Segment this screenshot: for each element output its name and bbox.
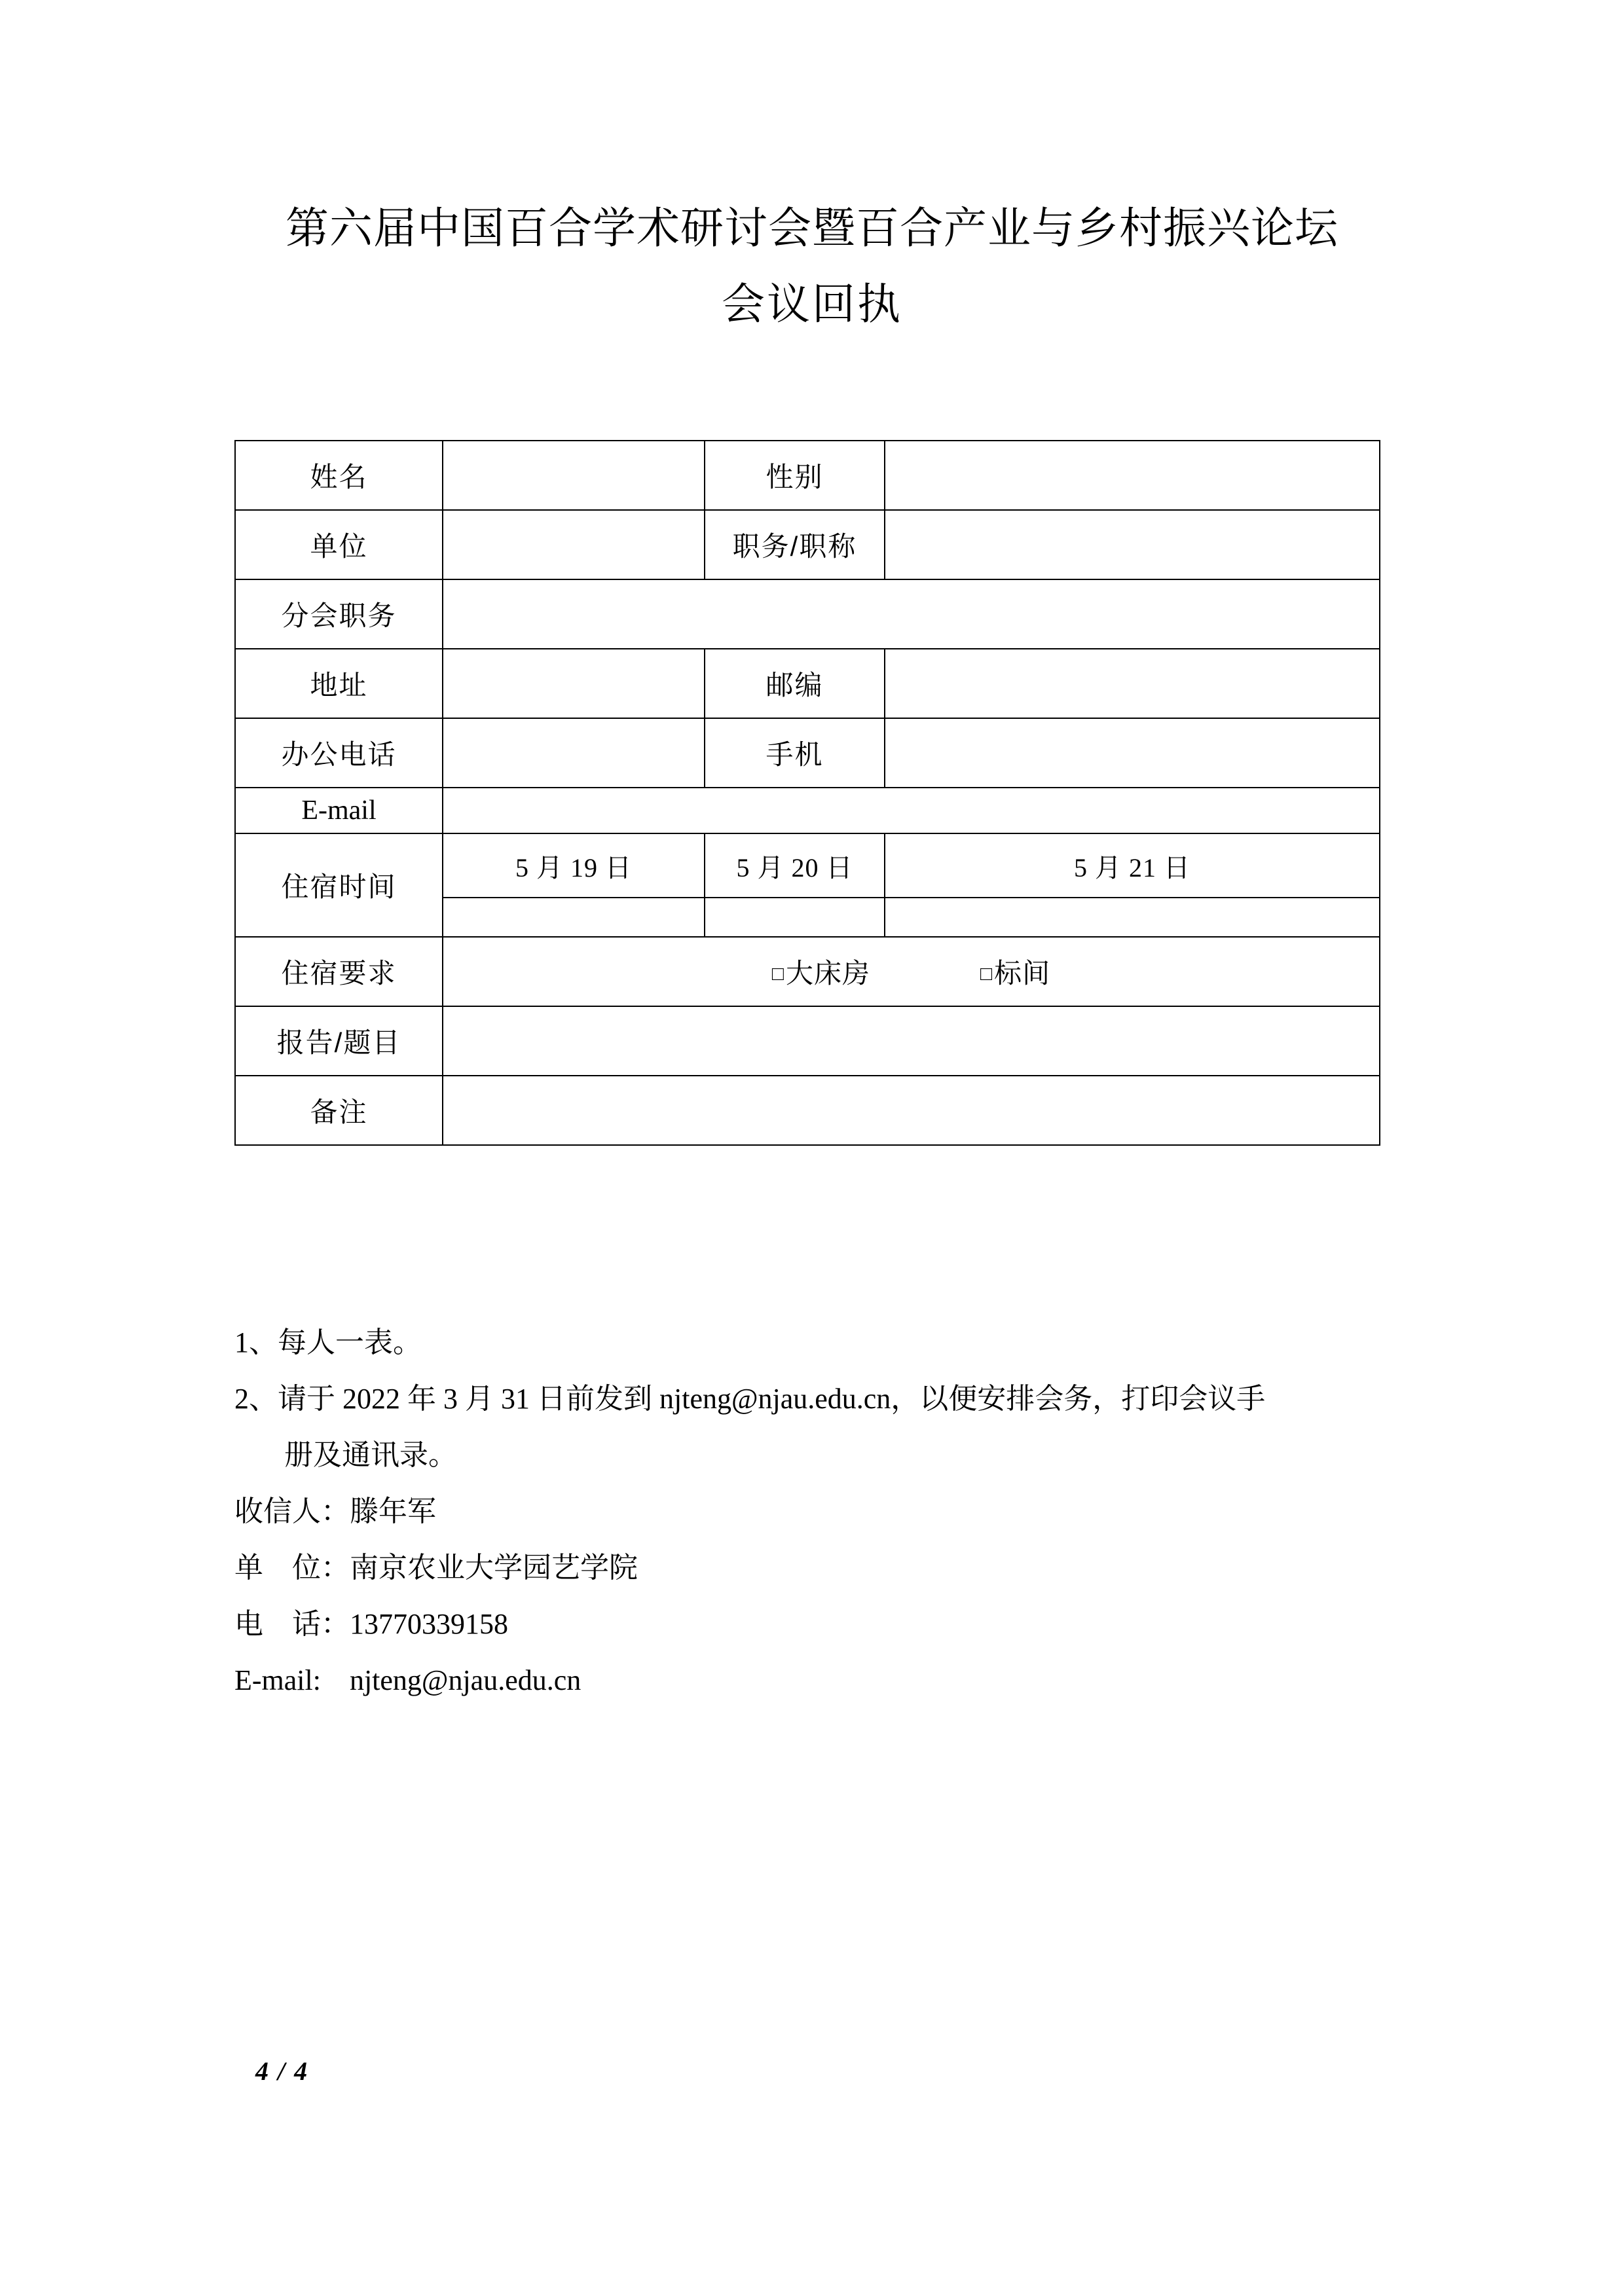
note-1-number: 1、: [234, 1326, 278, 1358]
field-input-position-title[interactable]: [885, 510, 1380, 579]
table-row-stay-dates: [235, 833, 1380, 898]
stay-date-value-3[interactable]: [885, 898, 1380, 937]
stay-requirement-options: [443, 952, 1379, 991]
contact-phone: 电 话：13770339158: [234, 1608, 508, 1640]
field-label-address: 地址: [235, 649, 443, 718]
option-big-bed[interactable]: [772, 952, 870, 991]
table-row: [235, 579, 1380, 649]
stay-date-value-1[interactable]: [443, 898, 705, 937]
field-label-stay-period: 住宿时间: [235, 833, 443, 937]
stay-date-header-1: 5 月 19 日: [443, 833, 705, 898]
field-input-postcode[interactable]: [885, 649, 1380, 718]
field-input-gender[interactable]: [885, 441, 1380, 510]
field-input-email[interactable]: [443, 788, 1380, 833]
field-label-email: E-mail: [235, 788, 443, 833]
note-1-text: 每人一表。: [278, 1326, 422, 1358]
note-2-text-continued: 册及通讯录。: [284, 1439, 457, 1471]
field-label-stay-requirement: 住宿要求: [235, 937, 443, 1006]
table-row: [235, 718, 1380, 788]
stay-date-header-2: 5 月 20 日: [705, 833, 885, 898]
table-row: [235, 1006, 1380, 1076]
field-input-report-title[interactable]: [443, 1006, 1380, 1076]
page-title: 第六届中国百合学术研讨会暨百合产业与乡村振兴论坛: [286, 204, 1338, 252]
field-label-gender: 性别: [705, 441, 885, 510]
field-input-address[interactable]: [443, 649, 705, 718]
field-input-office-phone[interactable]: [443, 718, 705, 788]
option-standard-room[interactable]: [980, 952, 1050, 991]
note-2-text: 请于 2022 年 3 月 31 日前发到 njteng@njau.edu.cn，以便安排会务，打印会议手: [278, 1383, 1266, 1415]
contact-affiliation: 单 位：南京农业大学园艺学院: [234, 1552, 638, 1584]
field-label-postcode: 邮编: [705, 649, 885, 718]
table-row: [235, 1076, 1380, 1145]
stay-date-header-3: 5 月 21 日: [885, 833, 1380, 898]
field-input-stay-requirement: [443, 937, 1380, 1006]
note-item-2: [234, 1371, 1413, 1427]
registration-form-table: [234, 440, 1380, 1146]
checkbox-icon[interactable]: □: [980, 963, 993, 985]
field-label-organization: 单位: [235, 510, 443, 579]
field-label-office-phone: 办公电话: [235, 718, 443, 788]
field-label-name: 姓名: [235, 441, 443, 510]
field-label-mobile: 手机: [705, 718, 885, 788]
note-item-1: [234, 1315, 1413, 1371]
page-subtitle: 会议回执: [722, 280, 902, 328]
field-label-position-title: 职务/职称: [705, 510, 885, 579]
table-row: [235, 510, 1380, 579]
option-label-standard-room: 标间: [994, 958, 1051, 989]
table-row: [235, 788, 1380, 833]
field-label-remark: 备注: [235, 1076, 443, 1145]
table-row: [235, 937, 1380, 1006]
checkbox-icon[interactable]: □: [771, 963, 784, 985]
table-row: [235, 649, 1380, 718]
field-input-mobile[interactable]: [885, 718, 1380, 788]
field-label-report-title: 报告/题目: [235, 1006, 443, 1076]
notes-section: [234, 1315, 1413, 1709]
field-input-name[interactable]: [443, 441, 705, 510]
field-input-organization[interactable]: [443, 510, 705, 579]
table-row: [235, 441, 1380, 510]
field-label-branch-position: 分会职务: [235, 579, 443, 649]
note-2-number: 2、: [234, 1383, 278, 1415]
field-input-branch-position[interactable]: [443, 579, 1380, 649]
field-input-remark[interactable]: [443, 1076, 1380, 1145]
option-label-big-bed: 大床房: [785, 958, 870, 989]
stay-date-value-2[interactable]: [705, 898, 885, 937]
contact-email: E-mail: njteng@njau.edu.cn: [234, 1664, 581, 1696]
contact-recipient: 收信人：滕年军: [234, 1495, 436, 1527]
page-number: 4 / 4: [255, 2056, 309, 2086]
document-title-block: [0, 196, 1624, 338]
